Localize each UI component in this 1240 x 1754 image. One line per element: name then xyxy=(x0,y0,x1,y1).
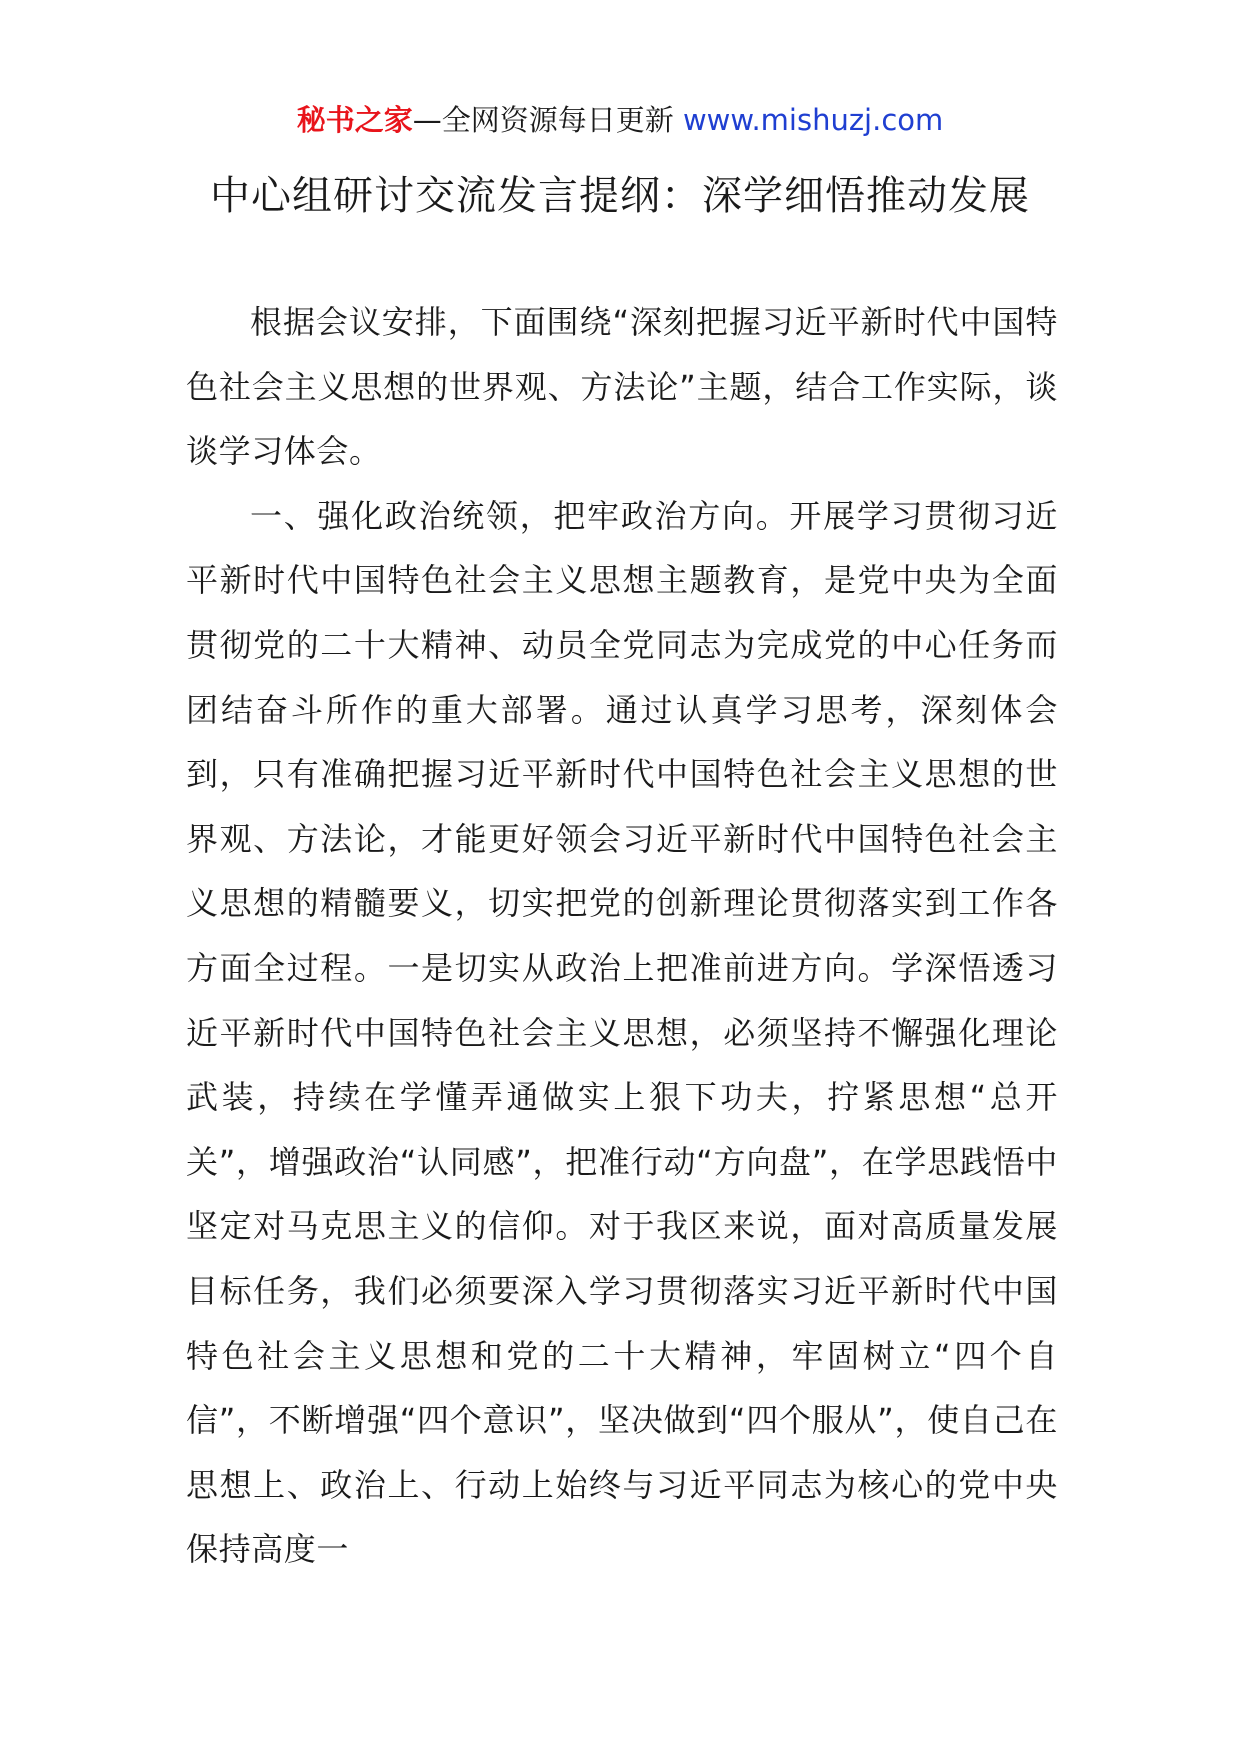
document-body xyxy=(186,290,1058,1582)
document-title: 中心组研讨交流发言提纲：深学细悟推动发展 xyxy=(210,173,1030,219)
site-header xyxy=(0,100,1240,140)
intro-paragraph: 根据会议安排，下面围绕“深刻把握习近平新时代中国特色社会主义思想的世界观、方法论”主题，结合工作实际，谈谈学习体会。 xyxy=(186,303,1058,471)
site-slogan: —全网资源每日更新 xyxy=(412,103,674,137)
site-url-link[interactable]: www.mishuzj.com xyxy=(682,103,944,137)
section-one-paragraph: 一、强化政治统领，把牢政治方向。开展学习贯彻习近平新时代中国特色社会主义思想主题教育，是党中央为全面贯彻党的二十大精神、动员全党同志为完成党的中心任务而团结奋斗所作的重大部署。通过认真学习思考，深刻体会到，只有准确把握习近平新时代中国特色社会主义思想的世界观、方法论，才能更好领会习近平新时代中国特色社会主义思想的精髓要义，切实把党的创新理论贯彻落实到工作各方面全过程。一是切实从政治上把准前进方向。学深悟透习近平新时代中国特色社会主义思想，必须坚持不懈强化理论武装，持续在学懂弄通做实上狠下功夫，拧紧思想“总开关”，增强政治“认同感”，把准行动“方向盘”，在学思践悟中坚定对马克思主义的信仰。对于我区来说，面对高质量发展目标任务，我们必须要深入学习贯彻落实习近平新时代中国特色社会主义思想和党的二十大精神，牢固树立“四个自信”，不断增强“四个意识”，坚决做到“四个服从”，使自己在思想上、政治上、行动上始终与习近平同志为核心的党中央保持高度一 xyxy=(186,496,1058,1569)
site-name: 秘书之家 xyxy=(296,103,413,137)
